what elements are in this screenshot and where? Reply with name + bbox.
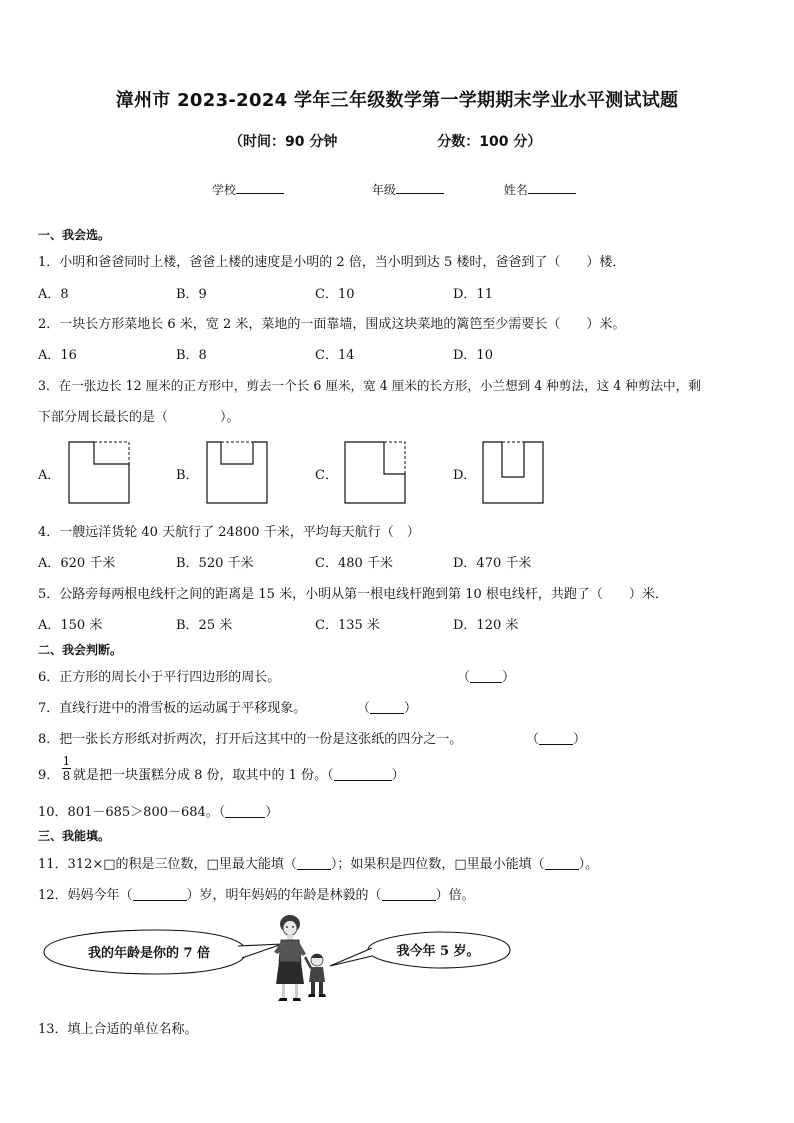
question-13: 13．填上合适的单位名称。 [38, 1022, 198, 1037]
q7-paren-open: （ [357, 701, 371, 716]
q2-option-d[interactable]: D．10 [453, 348, 493, 363]
name-blank[interactable] [528, 181, 576, 194]
question-12 [38, 884, 475, 903]
q9-fraction-denominator: 8 [62, 769, 71, 783]
q8-paren-close: ） [573, 732, 587, 747]
q10-paren-close: ） [265, 805, 279, 820]
q4-option-d[interactable]: D．470 千米 [453, 556, 532, 571]
q8-paren-open: （ [526, 732, 540, 747]
q9-paren-close: ） [391, 768, 405, 783]
q8-answer [526, 728, 586, 747]
speech-bubble-right [330, 932, 510, 968]
grade-field [372, 181, 444, 198]
question-1: 1．小明和爸爸同时上楼，爸爸上楼的速度是小明的 2 倍，当小明到达 5 楼时，爸爸到了（ ）楼． [38, 255, 626, 270]
q1-option-a[interactable]: A．8 [38, 287, 69, 302]
question-3-line-2: 下部分周长最长的是（ ）。 [38, 410, 240, 425]
q2-option-a[interactable]: A．16 [38, 348, 77, 363]
q3-figure-d [482, 441, 546, 505]
q11-part-1: 11．312×□的积是三位数，□里最大能填（ [38, 857, 297, 872]
q10-blank[interactable] [225, 804, 265, 818]
question-9-number: 9． [38, 768, 60, 783]
question-11 [38, 853, 598, 872]
q11-blank-1[interactable] [297, 856, 331, 870]
q12-part-1: 12．妈妈今年（ [38, 888, 133, 903]
school-label: 学校 [212, 183, 237, 197]
exam-time-score [229, 131, 541, 151]
section-choose: 一、我会选。 [38, 228, 111, 242]
student-info [212, 181, 576, 198]
q2-option-b[interactable]: B．8 [176, 348, 207, 363]
question-7: 7．直线行进中的滑雪板的运动属于平移现象。 [38, 701, 307, 716]
q7-blank[interactable] [370, 700, 404, 714]
q1-option-c[interactable]: C．10 [315, 287, 355, 302]
q3-option-c[interactable]: C． [315, 468, 338, 483]
q6-answer [457, 666, 515, 685]
q3-figure-a [68, 441, 132, 505]
question-2: 2．一块长方形菜地长 6 米，宽 2 米，菜地的一面靠墙，围成这块菜地的篱笆至少需要长（ ）米。 [38, 317, 626, 332]
q11-part-3: ）。 [578, 857, 599, 872]
mother-figure [274, 915, 306, 1001]
q11-part-2: ）；如果积是四位数，□里最小能填（ [330, 857, 545, 872]
exam-score: 分数：100 分） [437, 134, 542, 150]
q1-option-d[interactable]: D．11 [453, 287, 493, 302]
question-5: 5．公路旁每两根电线杆之间的距离是 15 米，小明从第一根电线杆跑到第 10 根电线杆，共跑了（ ）米． [38, 587, 668, 602]
grade-label: 年级 [371, 183, 396, 197]
exam-time: （时间：90 分钟 [229, 134, 338, 150]
section-judge: 二、我会判断。 [38, 643, 123, 657]
q12-blank-1[interactable] [133, 887, 187, 901]
q4-option-c[interactable]: C．480 千米 [315, 556, 393, 571]
q9-text: 就是把一块蛋糕分成 8 份，取其中的 1 份。（ [73, 768, 334, 783]
q3-figure-c [344, 441, 408, 505]
q5-option-a[interactable]: A．150 米 [38, 618, 103, 633]
q9-fraction [62, 755, 71, 782]
q11-blank-2[interactable] [545, 856, 579, 870]
q7-answer [357, 697, 417, 716]
school-field [212, 181, 284, 198]
q6-paren-close: ） [502, 670, 516, 685]
school-blank[interactable] [236, 181, 284, 194]
q5-option-b[interactable]: B．25 米 [176, 618, 233, 633]
q3-option-a[interactable]: A． [38, 468, 61, 483]
section-fill: 三、我能填。 [38, 829, 111, 843]
question-9 [73, 764, 405, 783]
q9-fraction-numerator: 1 [62, 754, 71, 768]
q9-blank[interactable] [334, 767, 392, 781]
q1-option-b[interactable]: B．9 [176, 287, 207, 302]
question-3-line-1: 3．在一张边长 12 厘米的正方形中，剪去一个长 6 厘米，宽 4 厘米的长方形，小兰想到 4 种剪法，这 4 种剪法中，剩 [38, 378, 701, 393]
name-label: 姓名 [503, 183, 528, 197]
q8-blank[interactable] [539, 731, 573, 745]
q12-part-2: ）岁，明年妈妈的年龄是林毅的（ [186, 888, 382, 903]
grade-blank[interactable] [396, 181, 444, 194]
q12-part-3: ）倍。 [435, 888, 475, 903]
q4-option-b[interactable]: B．520 千米 [176, 556, 254, 571]
q3-figure-b [206, 441, 270, 505]
q6-paren-open: （ [457, 670, 471, 685]
q4-option-a[interactable]: A．620 千米 [38, 556, 116, 571]
question-10 [38, 801, 278, 820]
q3-option-d[interactable]: D． [453, 468, 477, 483]
child-figure [304, 954, 326, 997]
q5-option-c[interactable]: C．135 米 [315, 618, 380, 633]
question-4: 4．一艘远洋货轮 40 天航行了 24800 千米，平均每天航行（ ） [38, 525, 420, 540]
q3-option-b[interactable]: B． [176, 468, 199, 483]
q10-text: 10．801－685＞800－684。（ [38, 805, 226, 820]
q2-option-c[interactable]: C．14 [315, 348, 355, 363]
name-field [504, 181, 576, 198]
speech-bubble-left [44, 930, 282, 974]
q5-option-d[interactable]: D．120 米 [453, 618, 519, 633]
q12-illustration [38, 914, 518, 1010]
speech-bubble-left-text: 我的年龄是你的 7 倍 [87, 946, 211, 961]
q12-blank-2[interactable] [382, 887, 436, 901]
question-8: 8．把一张长方形纸对折两次，打开后这其中的一份是这张纸的四分之一。 [38, 732, 463, 747]
speech-bubble-right-text: 我今年 5 岁。 [396, 944, 480, 959]
page-title: 漳州市 2023-2024 学年三年级数学第一学期期末学业水平测试试题 [115, 90, 679, 111]
q7-paren-close: ） [404, 701, 418, 716]
q6-blank[interactable] [470, 669, 502, 683]
question-6: 6．正方形的周长小于平行四边形的周长。 [38, 670, 281, 685]
